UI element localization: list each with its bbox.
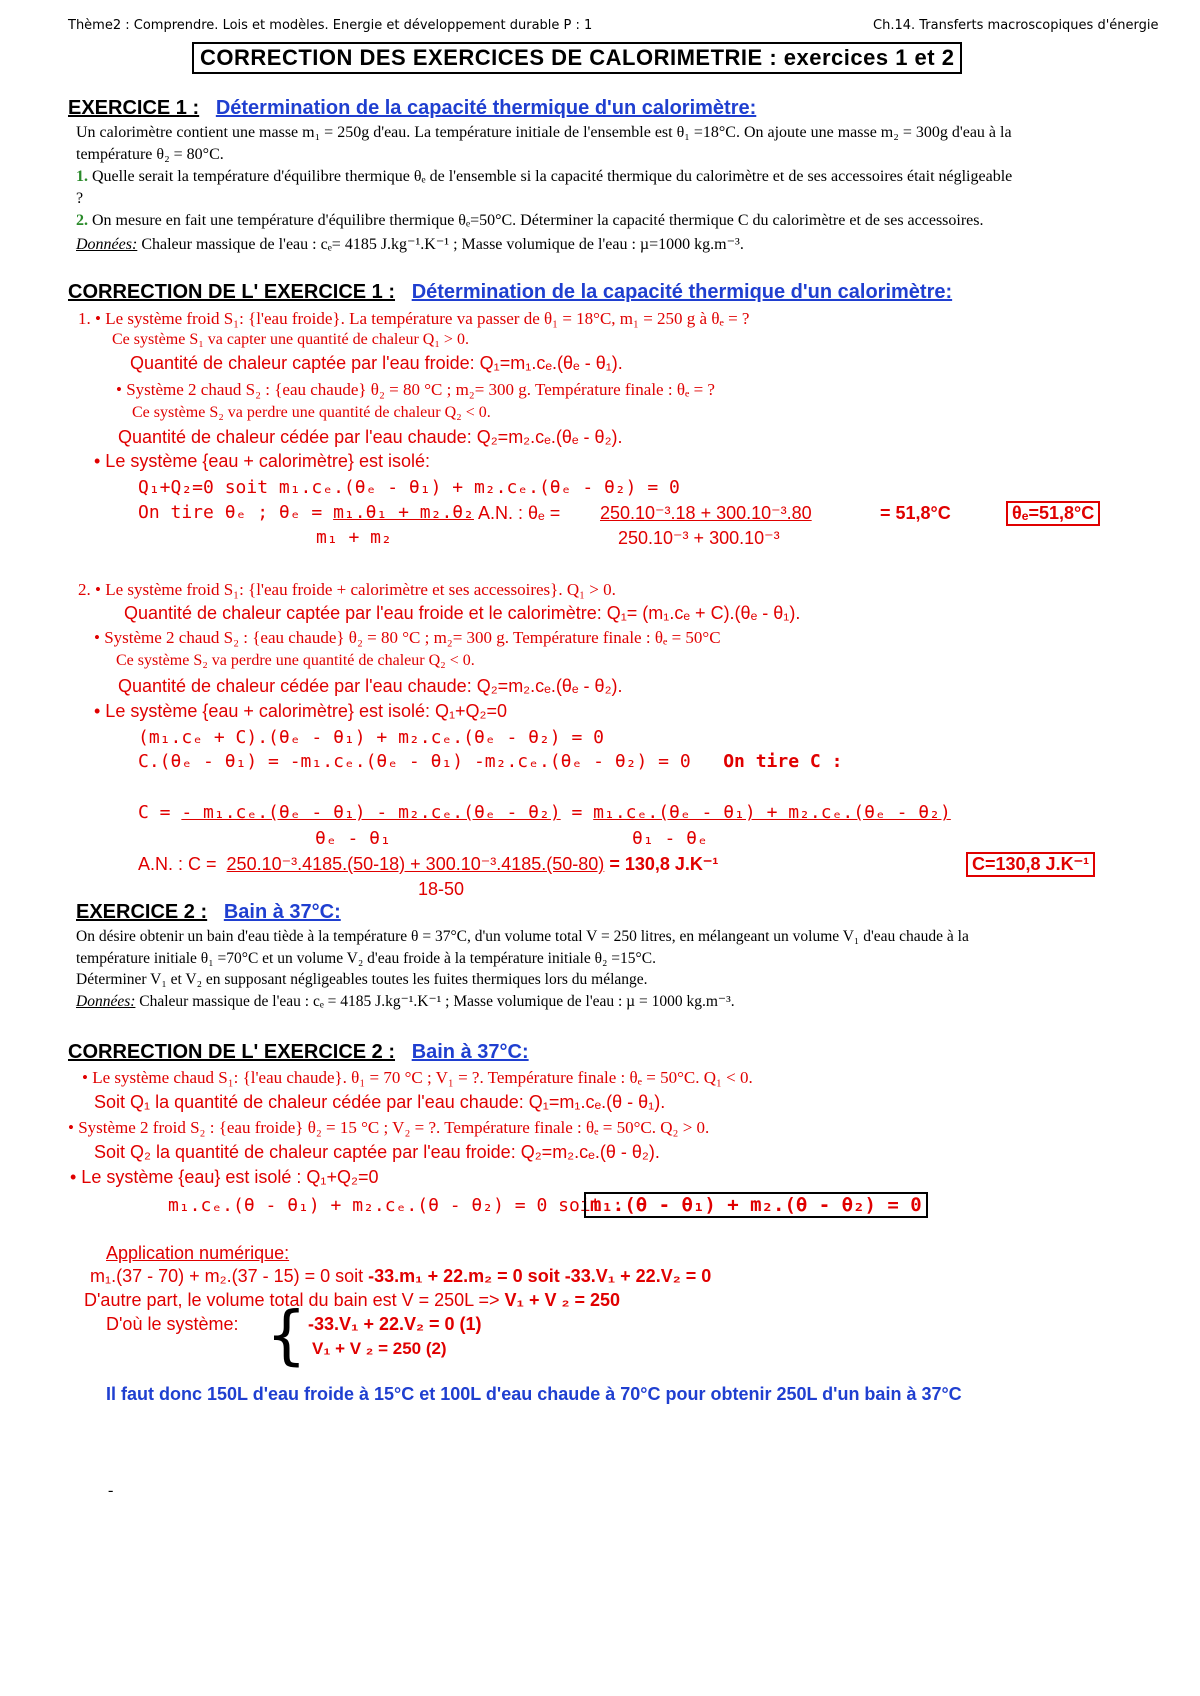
theta-e-an-label: A.N. : θₑ = (478, 503, 561, 523)
exercise-1-label: EXERCICE 1 : (68, 97, 200, 119)
q2-number: 2. (76, 212, 88, 229)
application-numerique-label: Application numérique: (106, 1243, 290, 1263)
ex2-data-text: Chaleur massique de l'eau : cₑ = 4185 J.kg⁻¹.K⁻¹ ; Masse volumique de l'eau : µ = 1000 kg.m⁻³. (135, 993, 735, 1010)
cor2-line-1: • Le système chaud S₁: {l'eau chaude}. θ₁ = 70 °C ; V₁ = ?. Température finale : θₑ = 50°C. Q₁ < 0. (82, 1068, 753, 1087)
correction-2-heading (68, 1041, 529, 1064)
cor1-line-2: Ce système S₁ va capter une quantité de chaleur Q₁ > 0. (112, 331, 469, 348)
q1-end: ? (76, 190, 84, 207)
correction-2-label: CORRECTION DE L' EXERCICE 2 : (68, 1041, 396, 1063)
cor1-line-5: Ce système S₂ va perdre une quantité de chaleur Q₂ < 0. (132, 404, 491, 421)
cor2-line-2: Soit Q₁ la quantité de chaleur cédée par l'eau chaude: Q₁=m₁.cₑ.(θ - θ₁). (94, 1092, 666, 1112)
cor2-line-8a: D'autre part, le volume total du bain est V = 250L => (84, 1290, 505, 1310)
cor1-p2-line-4: Ce système S₂ va perdre une quantité de chaleur Q₂ < 0. (116, 652, 475, 669)
c-boxed-result: C=130,8 J.K⁻¹ (966, 852, 1095, 877)
cor1-p2-line-1: 2. • Le système froid S₁: {l'eau froide + calorimètre et ses accessoires}. Q₁ > 0. (78, 580, 616, 599)
ex2-line-3: Déterminer V₁ et V₂ en supposant négligeables toutes les fuites thermiques lors du mélange. (76, 971, 648, 988)
theta-e-boxed-result: θₑ=51,8°C (1006, 501, 1100, 526)
c-equation: C.(θₑ - θ₁) = -m₁.cₑ.(θₑ - θ₁) -m₂.cₑ.(θₑ - θ₂) = 0 (138, 751, 691, 772)
cor1-line-1: 1. • Le système froid S₁: {l'eau froide}. La température va passer de θ₁ = 18°C, m₁ = 250 g à θₑ = ? (78, 309, 750, 328)
cor2-line-8 (84, 1290, 620, 1311)
cor1-p2-line-3: • Système 2 chaud S₂ : {eau chaude} θ₂ = 80 °C ; m₂= 300 g. Température finale : θₑ = 50°C (94, 628, 721, 647)
c-an-numerator: 250.10⁻³.4185.(50-18) + 300.10⁻³.4185.(50-80) (226, 854, 605, 874)
cor1-line-4: • Système 2 chaud S₂ : {eau chaude} θ₂ = 80 °C ; m₂= 300 g. Température finale : θₑ = ? (116, 380, 715, 399)
cor1-line-8: Q₁+Q₂=0 soit m₁.cₑ.(θₑ - θ₁) + m₂.cₑ.(θₑ - θ₂) = 0 (138, 477, 680, 498)
ex1-question-1 (76, 168, 1012, 186)
cor1-line-7: • Le système {eau + calorimètre} est isolé: (94, 451, 430, 471)
cor2-line-4: Soit Q₂ la quantité de chaleur captée par l'eau froide: Q₂=m₂.cₑ.(θ - θ₂). (94, 1142, 660, 1162)
conclusion: Il faut donc 150L d'eau froide à 15°C et 100L d'eau chaude à 70°C pour obtenir 250L d'un bain à 37°C (106, 1384, 962, 1404)
q2-text: On mesure en fait une température d'équilibre thermique θₑ=50°C. Déterminer la capacité thermique C du calorimètre et de ses accessoires. (88, 212, 984, 229)
c-formula-equals: = (560, 802, 594, 823)
correction-1-label: CORRECTION DE L' EXERCICE 1 : (68, 281, 396, 303)
on-tire-c: On tire C : (723, 751, 843, 772)
c-formula-numerator-2: m₁.cₑ.(θₑ - θ₁) + m₂.cₑ.(θₑ - θ₂) (593, 802, 951, 823)
cor2-boxed-equation: m₁.(θ - θ₁) + m₂.(θ - θ₂) = 0 (584, 1192, 928, 1218)
cor2-line-6: m₁.cₑ.(θ - θ₁) + m₂.cₑ.(θ - θ₂) = 0 soit : (168, 1195, 624, 1216)
system-eq-2: V₁ + V ₂ = 250 (2) (312, 1339, 447, 1358)
cor1-formula-theta-e (138, 502, 474, 523)
c-an (138, 854, 718, 875)
exercise-1-subtitle: Détermination de la capacité thermique d'un calorimètre: (215, 97, 757, 119)
theta-e-result: = 51,8°C (880, 503, 951, 523)
ex2-data (76, 992, 735, 1011)
ex2-data-label: Données: (76, 993, 136, 1010)
cor2-line-3: • Système 2 froid S₂ : {eau froide} θ₂ = 15 °C ; V₂ = ?. Température finale : θₑ = 50°C. Q₂ > 0. (68, 1118, 710, 1137)
correction-1-subtitle: Détermination de la capacité thermique d'un calorimètre: (411, 281, 953, 303)
cor2-system-label: D'où le système: (106, 1314, 239, 1334)
q1-text: Quelle serait la température d'équilibre thermique θₑ de l'ensemble si la capacité thermique du calorimètre et de ses accessoires était négligeable (88, 168, 1013, 185)
correction-1-heading (68, 281, 952, 304)
ex2-line-2: température initiale θ₁ =70°C et un volume V₂ d'eau froide à la température initiale θ₂ =15°C. (76, 950, 656, 967)
c-formula (138, 802, 951, 823)
ex1-data-text: Chaleur massique de l'eau : cₑ= 4185 J.kg⁻¹.K⁻¹ ; Masse volumique de l'eau : µ=1000 kg.m⁻³. (137, 236, 744, 253)
cor2-line-7a: m₁.(37 - 70) + m₂.(37 - 15) = 0 soit (90, 1266, 369, 1286)
footer-mark: - (108, 1482, 114, 1499)
ex1-data (76, 234, 744, 254)
page-title: CORRECTION DES EXERCICES DE CALORIMETRIE : exercices 1 et 2 (192, 42, 962, 74)
ex1-question-2 (76, 212, 984, 230)
q1-number: 1. (76, 168, 88, 185)
theta-e-lhs: On tire θₑ ; θₑ = (138, 502, 334, 523)
c-an-result: = 130,8 J.K⁻¹ (609, 854, 719, 874)
ex2-line-1: On désire obtenir un bain d'eau tiède à la température θ = 37°C, d'un volume total V = 250 litres, en mélangeant un volume V₁ d'eau chaude à la (76, 928, 969, 945)
cor1-p2-line-7: (m₁.cₑ + C).(θₑ - θ₁) + m₂.cₑ.(θₑ - θ₂) = 0 (138, 727, 604, 748)
header-left: Thème2 : Comprendre. Lois et modèles. Energie et développement durable P : 1 (68, 18, 593, 33)
exercise-2-subtitle: Bain à 37°C: (223, 901, 341, 923)
exercise-1-heading (68, 97, 756, 120)
c-an-label: A.N. : C = (138, 854, 222, 874)
theta-e-an-denominator: 250.10⁻³ + 300.10⁻³ (618, 528, 780, 548)
c-formula-denominator-2: θ₁ - θₑ (632, 828, 708, 849)
cor1-line-3: Quantité de chaleur captée par l'eau froide: Q₁=m₁.cₑ.(θₑ - θ₁). (130, 353, 623, 373)
ex1-line-1: Un calorimètre contient une masse m₁ = 250g d'eau. La température initiale de l'ensemble est θ₁ =18°C. On ajoute une masse m₂ = 300g d'eau à la (76, 124, 1012, 141)
cor2-line-7 (90, 1266, 711, 1287)
exercise-2-heading (76, 901, 341, 924)
theta-e-numerator: m₁.θ₁ + m₂.θ₂ (333, 502, 474, 523)
c-formula-denominator-1: θₑ - θ₁ (315, 828, 391, 849)
ex1-data-label: Données: (76, 236, 138, 253)
theta-e-denominator: m₁ + m₂ (316, 527, 392, 548)
cor1-p2-line-5: Quantité de chaleur cédée par l'eau chaude: Q₂=m₂.cₑ.(θₑ - θ₂). (118, 676, 623, 696)
cor1-p2-line-6: • Le système {eau + calorimètre} est isolé: Q₁+Q₂=0 (94, 701, 508, 721)
correction-2-subtitle: Bain à 37°C: (411, 1041, 529, 1063)
exercise-2-label: EXERCICE 2 : (76, 901, 208, 923)
system-brace: { (266, 1299, 307, 1373)
cor2-line-8b: V₁ + V ₂ = 250 (504, 1290, 621, 1310)
cor2-line-7b: -33.m₁ + 22.m₂ = 0 soit -33.V₁ + 22.V₂ = 0 (368, 1266, 712, 1286)
cor1-p2-line-2: Quantité de chaleur captée par l'eau froide et le calorimètre: Q₁= (m₁.cₑ + C).(θₑ - θ₁). (124, 603, 801, 623)
cor1-p2-line-8 (138, 751, 842, 772)
c-formula-lhs: C = (138, 802, 182, 823)
c-formula-numerator-1: - m₁.cₑ.(θₑ - θ₁) - m₂.cₑ.(θₑ - θ₂) (181, 802, 561, 823)
system-eq-1: -33.V₁ + 22.V₂ = 0 (1) (308, 1314, 482, 1334)
ex1-line-2: température θ₂ = 80°C. (76, 146, 224, 163)
cor2-line-5: • Le système {eau} est isolé : Q₁+Q₂=0 (70, 1167, 379, 1187)
cor1-line-6: Quantité de chaleur cédée par l'eau chaude: Q₂=m₂.cₑ.(θₑ - θ₂). (118, 427, 623, 447)
header-right: Ch.14. Transferts macroscopiques d'énergie (873, 18, 1159, 33)
theta-e-an-numerator: 250.10⁻³.18 + 300.10⁻³.80 (600, 503, 812, 523)
c-an-denominator: 18-50 (418, 879, 465, 899)
